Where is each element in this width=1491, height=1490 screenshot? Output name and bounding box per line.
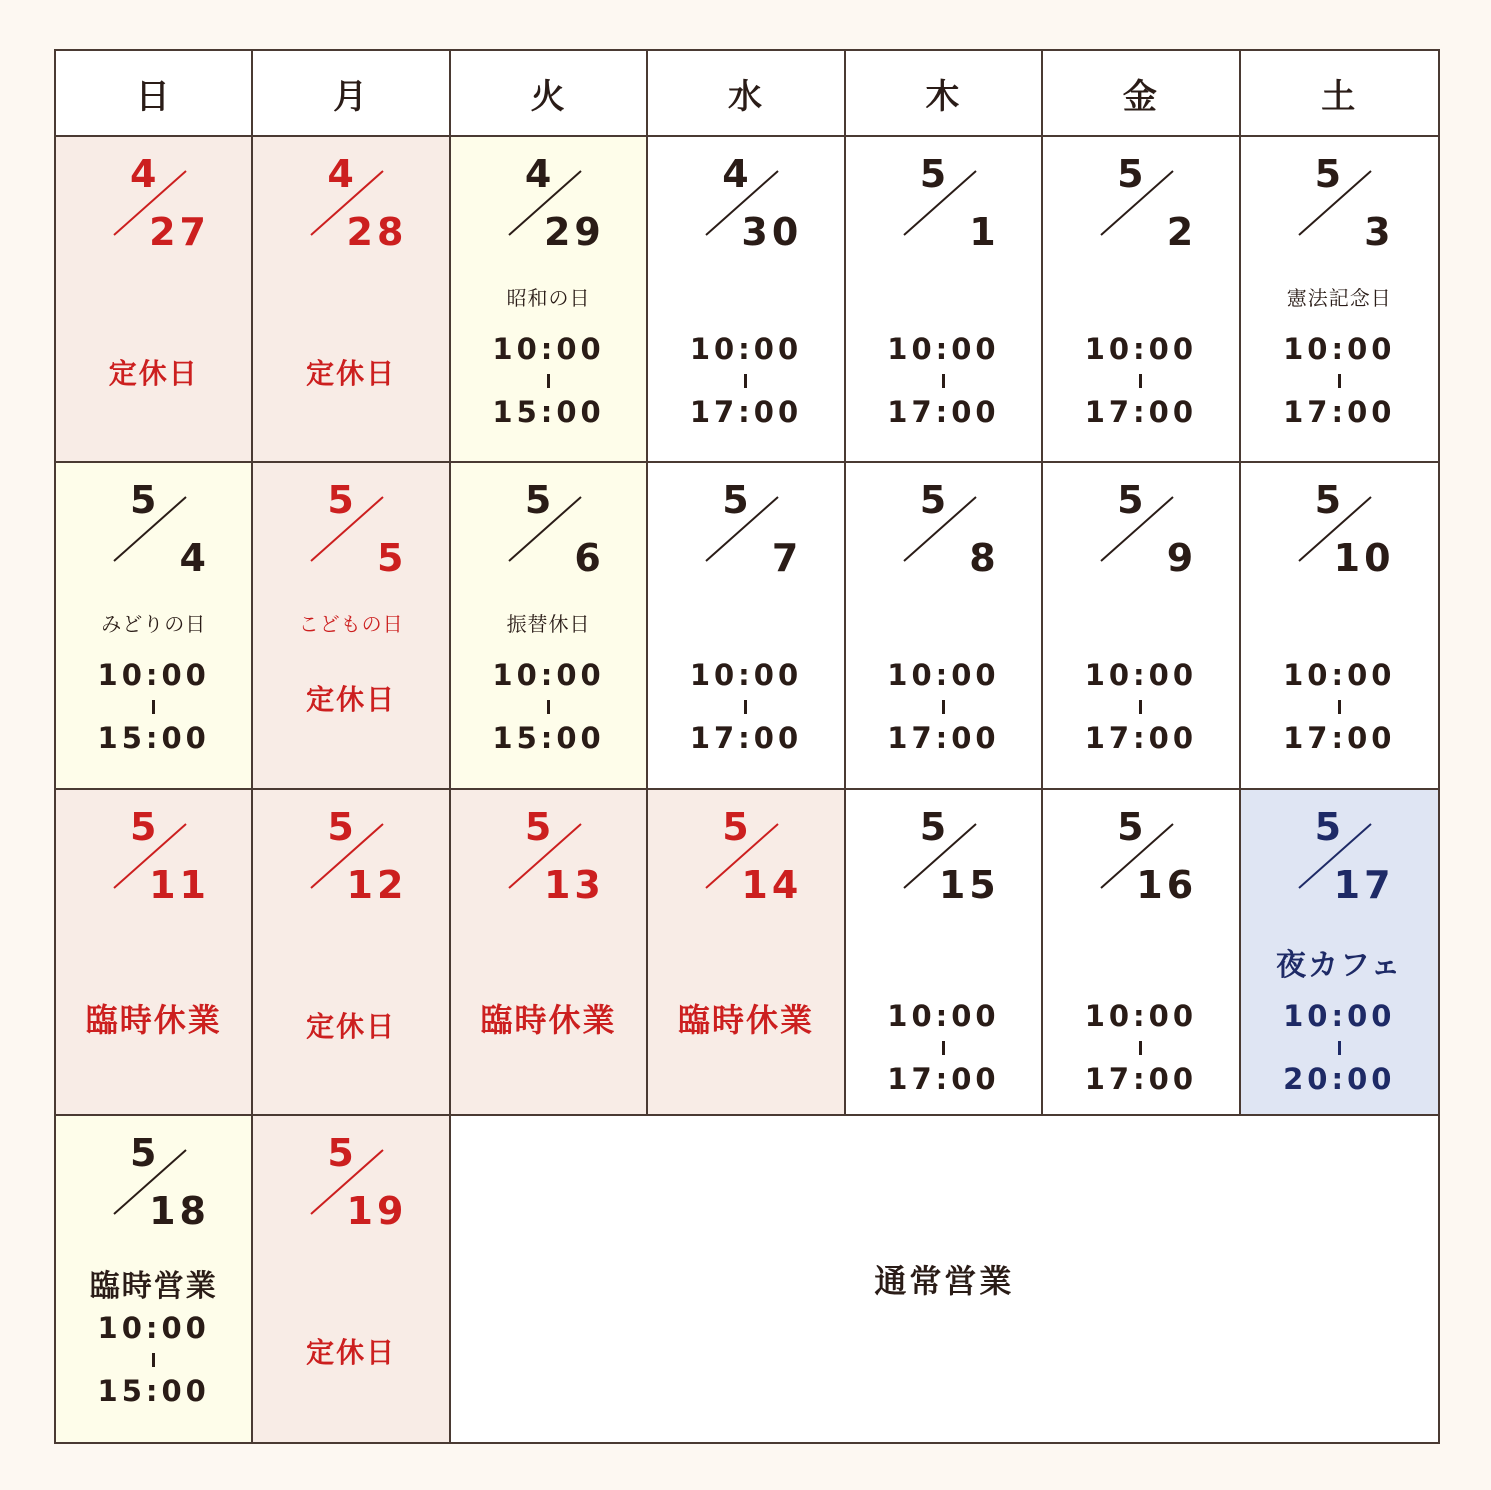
open-time: 10:00 [887, 658, 1000, 693]
month-number: 5 [919, 804, 947, 849]
day-number: 19 [346, 1188, 408, 1233]
business-hours [648, 658, 843, 756]
day-cell [1043, 463, 1240, 789]
day-number: 6 [574, 536, 605, 581]
day-cell [846, 790, 1043, 1116]
business-hours [451, 658, 646, 756]
hours-separator [942, 374, 945, 388]
month-number: 5 [130, 478, 157, 523]
date-label [896, 804, 1000, 907]
close-time: 17:00 [887, 395, 1000, 429]
day-number: 12 [346, 862, 408, 907]
day-number: 8 [969, 536, 1000, 581]
date-label [1093, 478, 1198, 581]
month-number: 5 [327, 804, 354, 849]
day-number: 28 [346, 210, 408, 254]
close-time: 17:00 [689, 721, 803, 756]
date-label [303, 1130, 408, 1233]
day-number: 13 [543, 862, 605, 907]
business-hours [1043, 658, 1238, 756]
close-time: 15:00 [97, 721, 210, 756]
status-label: 定休日 [306, 1009, 397, 1043]
day-number: 14 [741, 862, 803, 907]
open-time: 10:00 [1283, 998, 1396, 1033]
date-label [896, 478, 1000, 581]
weekday-header: 日 [56, 51, 253, 137]
hours-separator [744, 700, 747, 714]
date-label [501, 804, 605, 907]
status-label: 臨時休業 [677, 1000, 814, 1039]
day-cell [253, 790, 450, 1116]
date-label [1291, 478, 1395, 581]
holiday-name: 昭和の日 [506, 286, 591, 310]
weekday-header: 木 [846, 51, 1043, 137]
hours-separator [1338, 1041, 1341, 1055]
day-number: 29 [543, 210, 605, 254]
weekday-header: 水 [648, 51, 845, 137]
day-number: 30 [741, 210, 803, 254]
date-label [106, 1130, 210, 1233]
open-time: 10:00 [492, 332, 605, 366]
holiday-name: 憲法記念日 [1286, 286, 1392, 310]
day-cell [451, 790, 648, 1116]
day-number: 1 [969, 210, 1000, 254]
day-number: 16 [1136, 862, 1198, 907]
day-cell [56, 1116, 253, 1442]
close-time: 15:00 [97, 1373, 210, 1408]
date-label [1291, 804, 1395, 907]
day-cell [846, 463, 1043, 789]
close-time: 17:00 [1084, 395, 1197, 429]
month-number: 4 [722, 152, 749, 196]
day-number: 4 [179, 536, 210, 581]
month-number: 4 [327, 152, 354, 196]
day-cell [451, 137, 648, 463]
day-cell [1241, 463, 1438, 789]
open-time: 10:00 [492, 658, 605, 693]
day-cell [648, 790, 845, 1116]
day-cell [253, 1116, 450, 1442]
weekday-header: 土 [1241, 51, 1438, 137]
open-time: 10:00 [1283, 332, 1396, 366]
open-time: 10:00 [1283, 658, 1396, 693]
date-label [106, 804, 210, 907]
status-label: 定休日 [306, 683, 397, 717]
weekday-header: 火 [451, 51, 648, 137]
month-number: 5 [524, 478, 552, 523]
day-cell [1241, 137, 1438, 463]
weekday-header: 月 [253, 51, 450, 137]
business-hours [451, 332, 646, 429]
day-cell [648, 463, 845, 789]
day-number: 9 [1166, 536, 1198, 581]
month-number: 5 [1117, 478, 1144, 523]
month-number: 5 [130, 1130, 157, 1175]
month-number: 4 [130, 152, 157, 196]
day-cell [451, 463, 648, 789]
business-hours [56, 1310, 251, 1408]
close-time: 17:00 [887, 1061, 1000, 1096]
month-number: 5 [1314, 152, 1342, 196]
hours-separator [744, 374, 747, 388]
month-number: 5 [1314, 478, 1342, 523]
date-label [1093, 804, 1198, 907]
close-time: 15:00 [492, 395, 605, 429]
day-cell [56, 463, 253, 789]
close-time: 17:00 [887, 721, 1000, 756]
close-time: 17:00 [1084, 1061, 1197, 1096]
day-cell [56, 790, 253, 1116]
date-label [303, 478, 408, 581]
day-cell [1043, 790, 1240, 1116]
open-time: 10:00 [1084, 658, 1197, 693]
business-calendar [54, 49, 1440, 1444]
month-number: 5 [1117, 804, 1144, 849]
open-time: 10:00 [97, 658, 210, 693]
day-cell [1043, 137, 1240, 463]
date-label [1093, 152, 1198, 254]
day-number: 3 [1364, 210, 1395, 254]
close-time: 15:00 [492, 721, 605, 756]
business-hours [1241, 998, 1438, 1096]
day-number: 7 [771, 536, 803, 581]
month-number: 5 [1314, 804, 1342, 849]
month-number: 4 [524, 152, 552, 196]
business-hours [1043, 332, 1238, 429]
holiday-name: みどりの日 [101, 612, 207, 637]
close-time: 17:00 [689, 395, 803, 429]
day-number: 18 [149, 1188, 210, 1233]
business-hours [846, 658, 1041, 756]
date-label [501, 478, 605, 581]
holiday-name: こどもの日 [298, 612, 404, 637]
date-label [106, 152, 210, 254]
hours-separator [152, 1353, 155, 1367]
close-time: 17:00 [1283, 721, 1396, 756]
status-label: 夜カフェ [1276, 947, 1403, 983]
open-time: 10:00 [97, 1310, 210, 1345]
weekday-header: 金 [1043, 51, 1240, 137]
hours-separator [152, 700, 155, 714]
business-hours [1043, 998, 1238, 1096]
month-number: 5 [919, 152, 947, 196]
business-hours [1241, 332, 1438, 429]
date-label [896, 152, 1000, 254]
hours-separator [1139, 700, 1142, 714]
day-cell [1241, 790, 1438, 1116]
date-label [303, 804, 408, 907]
date-label [106, 478, 210, 581]
hours-separator [1139, 374, 1142, 388]
hours-separator [942, 700, 945, 714]
business-hours [1241, 658, 1438, 756]
hours-separator [547, 700, 550, 714]
day-number: 27 [149, 210, 210, 254]
hours-separator [547, 374, 550, 388]
close-time: 17:00 [1283, 395, 1396, 429]
date-label [698, 152, 803, 254]
month-number: 5 [722, 478, 749, 523]
regular-hours-note: 通常営業 [451, 1116, 1438, 1442]
status-label: 臨時休業 [480, 1000, 617, 1039]
business-hours [56, 658, 251, 756]
holiday-name: 振替休日 [506, 612, 591, 637]
month-number: 5 [130, 804, 157, 849]
close-time: 17:00 [1084, 721, 1197, 756]
open-time: 10:00 [887, 998, 1000, 1033]
month-number: 5 [1117, 152, 1144, 196]
status-label: 定休日 [108, 357, 199, 390]
day-cell [253, 137, 450, 463]
date-label [501, 152, 605, 254]
hours-separator [942, 1041, 945, 1055]
hours-separator [1338, 374, 1341, 388]
open-time: 10:00 [887, 332, 1000, 366]
month-number: 5 [327, 478, 354, 523]
day-number: 2 [1166, 210, 1198, 254]
hours-separator [1338, 700, 1341, 714]
day-cell [253, 463, 450, 789]
status-label: 臨時営業 [89, 1268, 218, 1304]
month-number: 5 [327, 1130, 354, 1175]
open-time: 10:00 [689, 332, 803, 366]
date-label [698, 804, 803, 907]
month-number: 5 [524, 804, 552, 849]
day-number: 17 [1333, 862, 1395, 907]
hours-separator [1139, 1041, 1142, 1055]
close-time: 20:00 [1283, 1061, 1396, 1096]
day-number: 10 [1333, 536, 1395, 581]
open-time: 10:00 [1084, 998, 1197, 1033]
month-number: 5 [919, 478, 947, 523]
month-number: 5 [722, 804, 749, 849]
business-hours [846, 998, 1041, 1096]
open-time: 10:00 [1084, 332, 1197, 366]
status-label: 定休日 [306, 1335, 397, 1369]
status-label: 臨時休業 [85, 1000, 222, 1039]
day-number: 5 [376, 536, 408, 581]
open-time: 10:00 [689, 658, 803, 693]
business-hours [846, 332, 1041, 429]
day-cell [648, 137, 845, 463]
day-cell [846, 137, 1043, 463]
business-hours [648, 332, 843, 429]
day-cell [56, 137, 253, 463]
day-number: 15 [938, 862, 1000, 907]
status-label: 定休日 [306, 357, 397, 390]
date-label [698, 478, 803, 581]
date-label [303, 152, 408, 254]
day-number: 11 [149, 862, 210, 907]
date-label [1291, 152, 1395, 254]
